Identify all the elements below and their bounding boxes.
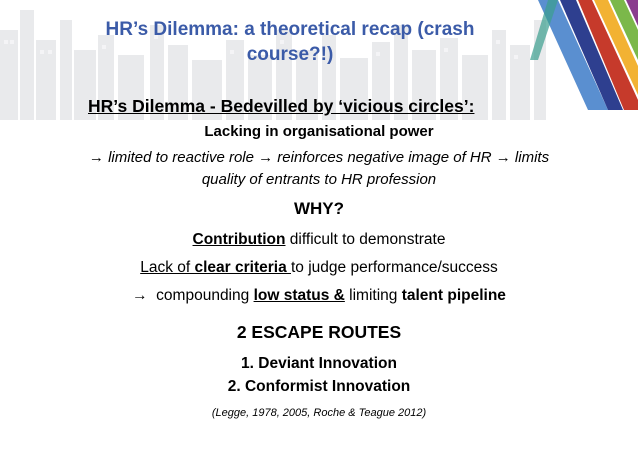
arrow-glyph: → <box>132 287 148 304</box>
criteria-start: Lack of <box>140 259 195 276</box>
contribution-line <box>0 231 638 249</box>
contribution-rest: difficult to demonstrate <box>285 231 446 248</box>
why-heading: WHY? <box>293 199 345 218</box>
contribution-bold: Contribution <box>192 231 286 248</box>
slide-title <box>40 17 540 67</box>
criteria-bold: clear criteria <box>194 259 291 276</box>
vicious-cycle-line-2: quality of entrants to HR profession <box>201 171 437 188</box>
limiting-text: limiting <box>344 287 402 304</box>
escape-routes-heading: 2 ESCAPE ROUTES <box>236 322 402 342</box>
citation: (Legge, 1978, 2005, Roche & Teague 2012) <box>211 407 427 419</box>
subtitle: HR’s Dilemma - Bedevilled by ‘vicious circles’: <box>88 96 475 116</box>
criteria-rest: to judge performance/success <box>291 259 498 276</box>
lacking-power-line: Lacking in organisational power <box>204 123 434 140</box>
escape-route-2: 2. Conformist Innovation <box>227 378 411 395</box>
low-status-text: low status & <box>253 287 345 304</box>
talent-pipeline-text: talent pipeline <box>401 287 506 304</box>
compounding-line <box>0 287 638 305</box>
compounding-text: compounding <box>147 287 254 304</box>
slide-title-line-1: HR’s Dilemma: a theoretical recap (crash <box>105 19 475 40</box>
slide-title-line-2: course?!) <box>246 44 334 65</box>
escape-route-1: 1. Deviant Innovation <box>241 355 397 372</box>
vicious-cycle-line-1: → limited to reactive role → reinforces negative image of HR → limits <box>88 149 550 166</box>
criteria-line <box>0 259 638 277</box>
